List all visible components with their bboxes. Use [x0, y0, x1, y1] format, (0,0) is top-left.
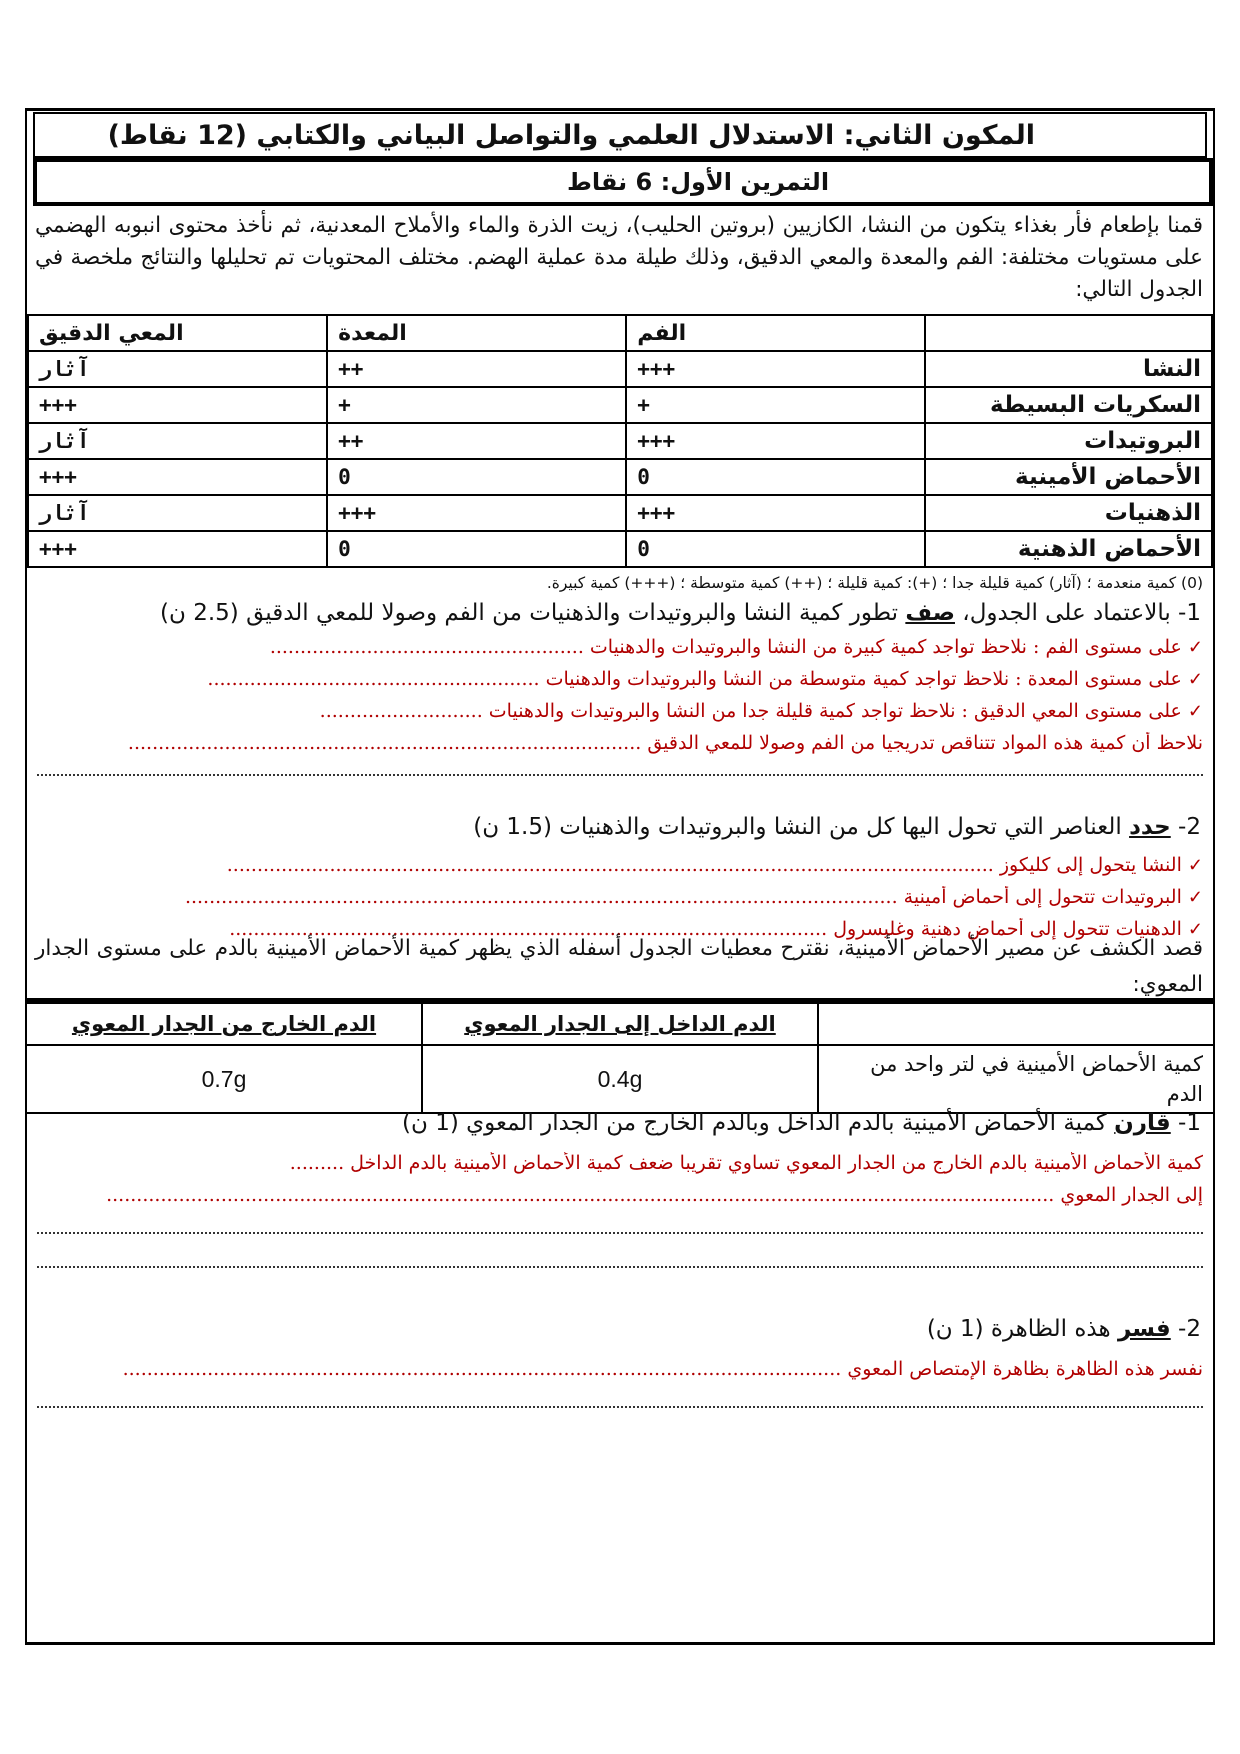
row-label: الأحماض الذهنية — [925, 531, 1212, 567]
section-title: المكون الثاني: الاستدلال العلمي والتواصل البياني والكتابي (12 نقاط) — [33, 112, 1207, 158]
table-row — [28, 531, 1212, 567]
answer-line: ✓ النشا يتحول إلى كليكوز ............................................................................................................................... — [226, 854, 1203, 876]
table-cell: 0.4g — [422, 1045, 818, 1113]
table-header: الفم — [626, 315, 925, 351]
digestion-table — [27, 314, 1213, 568]
row-label: الذهنيات — [925, 495, 1212, 531]
answer-line: ✓ البروتيدات تتحول إلى أحماض أمينية ...................................................................................................................... — [184, 886, 1203, 908]
question-number: 2- — [1178, 1316, 1201, 1342]
check-icon: ✓ — [1187, 669, 1203, 690]
exam-page — [25, 108, 1215, 1645]
question-number: 1- — [1178, 600, 1201, 626]
question-4 — [927, 1316, 1201, 1342]
table-cell: +++ — [327, 495, 626, 531]
table-row — [28, 423, 1212, 459]
table-header: المعدة — [327, 315, 626, 351]
question-1 — [160, 600, 1201, 626]
table-cell: ++ — [327, 351, 626, 387]
table-cell: 0 — [626, 459, 925, 495]
table-cell: +++ — [626, 423, 925, 459]
dotted-line — [37, 1264, 1203, 1268]
table-row — [28, 351, 1212, 387]
answer-line: نلاحظ أن كمية هذه المواد تتناقص تدريجيا من الفم وصولا للمعي الدقيق ..................................................................................... — [127, 732, 1203, 754]
table-row — [28, 495, 1212, 531]
check-icon: ✓ — [1187, 855, 1203, 876]
check-icon: ✓ — [1187, 637, 1203, 658]
check-icon: ✓ — [1187, 887, 1203, 908]
table-cell: + — [626, 387, 925, 423]
question-verb: فسر — [1117, 1316, 1171, 1342]
table-cell: آثار — [28, 351, 327, 387]
dotted-line — [37, 1230, 1203, 1234]
dotted-line — [37, 1404, 1203, 1408]
table-cell: +++ — [28, 387, 327, 423]
question-text: العناصر التي تحول اليها كل من النشا والبروتيدات والذهنيات (1.5 ن) — [473, 814, 1122, 840]
table-cell: +++ — [626, 495, 925, 531]
question-text: بالاعتماد على الجدول، — [962, 600, 1171, 626]
table-row — [28, 459, 1212, 495]
table-header: المعي الدقيق — [28, 315, 327, 351]
table-cell: 0 — [327, 531, 626, 567]
answer-line: ✓ الدهنيات تتحول إلى أحماض دهنية وغليسرول ................................................................................................... — [229, 918, 1203, 940]
question-verb: قارن — [1114, 1110, 1171, 1136]
table-cell: ++ — [327, 423, 626, 459]
table-cell: + — [327, 387, 626, 423]
question-verb: حدد — [1129, 814, 1171, 840]
table-header: الدم الداخل إلى الجدار المعوي — [422, 1003, 818, 1045]
blood-table-wrapper — [27, 998, 1213, 1110]
table-legend: (0) كمية منعدمة ؛ (آثار) كمية قليلة جدا ؛ (+): كمية قليلة ؛ (++) كمية متوسطة ؛ (+++) كمية كبيرة. — [546, 574, 1203, 592]
question-text: تطور كمية النشا والبروتيدات والذهنيات من الفم وصولا للمعي الدقيق (2.5 ن) — [160, 600, 899, 626]
table-header-empty — [925, 315, 1212, 351]
question-text: هذه الظاهرة (1 ن) — [926, 1316, 1111, 1342]
table-cell: آثار — [28, 423, 327, 459]
table-header-row — [26, 1003, 1214, 1045]
table-cell: 0.7g — [26, 1045, 422, 1113]
table-header-row — [28, 315, 1212, 351]
table-cell: آثار — [28, 495, 327, 531]
dotted-line — [37, 772, 1203, 776]
question-2 — [473, 814, 1201, 840]
question-3 — [402, 1110, 1201, 1136]
table-header: الدم الخارج من الجدار المعوي — [26, 1003, 422, 1045]
table-cell: +++ — [28, 531, 327, 567]
question-text: كمية الأحماض الأمينية بالدم الداخل وبالدم الخارج من الجدار المعوي (1 ن) — [402, 1110, 1107, 1136]
question-number: 1- — [1178, 1110, 1201, 1136]
table-row — [28, 387, 1212, 423]
answer-line: إلى الجدار المعوي ............................................................................................................................................................. — [106, 1184, 1203, 1206]
table-cell: +++ — [28, 459, 327, 495]
blood-table — [25, 1002, 1215, 1114]
row-label: السكريات البسيطة — [925, 387, 1212, 423]
table-cell: 0 — [327, 459, 626, 495]
table-row — [26, 1045, 1214, 1113]
question-number: 2- — [1178, 814, 1201, 840]
check-icon: ✓ — [1187, 701, 1203, 722]
row-label: الأحماض الأمينية — [925, 459, 1212, 495]
table-cell: 0 — [626, 531, 925, 567]
question-verb: صف — [905, 600, 955, 626]
row-label: كمية الأحماض الأمينية في لتر واحد من الدم — [818, 1045, 1214, 1113]
answer-line: ✓ على مستوى المعدة : نلاحظ تواجد كمية متوسطة من النشا والبروتيدات والدهنيات ....................................................... — [207, 668, 1203, 690]
row-label: النشا — [925, 351, 1212, 387]
check-icon: ✓ — [1187, 919, 1203, 940]
paragraph-2: قصد الكشف عن مصير الأحماض الأمينية، نقترح معطيات الجدول أسفله الذي يظهر كمية الأحماض الأمينية بالدم على مستوى الجدار المعوي: — [35, 936, 1203, 997]
row-label: البروتيدات — [925, 423, 1212, 459]
table-cell: +++ — [626, 351, 925, 387]
answer-line: نفسر هذه الظاهرة بظاهرة الإمتصاص المعوي ....................................................................................................................... — [122, 1358, 1203, 1380]
table-header-empty — [818, 1003, 1214, 1045]
exercise-title: التمرين الأول: 6 نقاط — [33, 158, 1213, 206]
answer-line: ✓ على مستوى المعي الدقيق : نلاحظ تواجد كمية قليلة جدا من النشا والبروتيدات والدهنيات ........................... — [319, 700, 1203, 722]
answer-line: كمية الأحماض الأمينية بالدم الخارج من الجدار المعوي تساوي تقريبا ضعف كمية الأحماض الأمينية بالدم الداخل ......... — [289, 1152, 1203, 1174]
intro-paragraph: قمنا بإطعام فأر بغذاء يتكون من النشا، الكازيين (بروتين الحليب)، زيت الذرة والماء والأملاح المعدنية، ثم نأخذ محتوى انبوبه الهضمي على مستويات مختلفة: الفم والمعدة والمعي الدقيق، وذلك طيلة مدة عملية الهضم. مختلف المحتويات تم تحليلها والنتائج ملخصة في الجدول التالي: — [35, 213, 1203, 302]
answer-line: ✓ على مستوى الفم : نلاحظ تواجد كمية كبيرة من النشا والبروتيدات والدهنيات .................................................... — [269, 636, 1203, 658]
